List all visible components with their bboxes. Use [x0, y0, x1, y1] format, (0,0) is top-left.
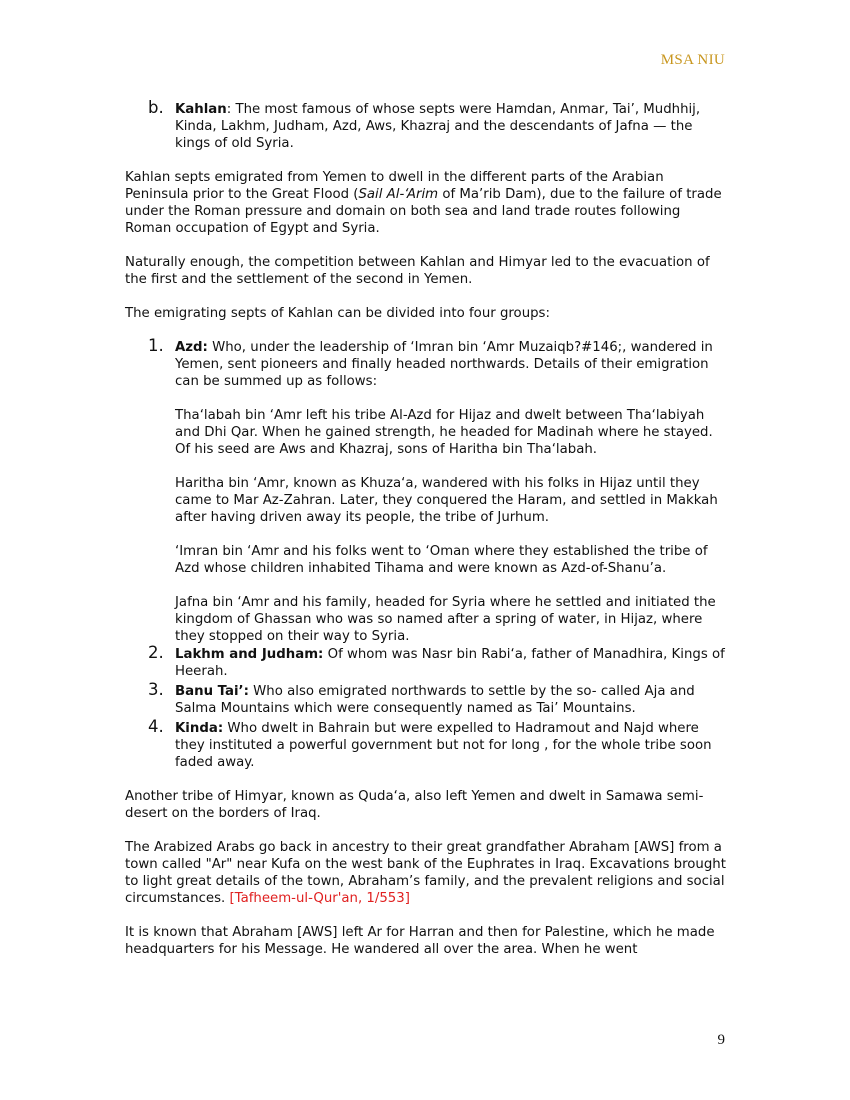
- list-number: 3.: [148, 680, 164, 699]
- detail-imran: ‘Imran bin ‘Amr and his folks went to ‘Oman where they established the tribe of Azd whose children inhabited Tihama and were known as Azd-of-Shanu’a.: [175, 544, 708, 576]
- page-number: 9: [717, 1032, 725, 1048]
- detail-haritha: Haritha bin ‘Amr, known as Khuza‘a, wandered with his folks in Hijaz until they came to Mar Az-Zahran. Later, they conquered the Haram, and settled in Makkah after having driven away its people, the tribe of Jurhum.: [175, 476, 718, 525]
- reference-link[interactable]: [Tafheem-ul-Qur'an, 1/553]: [229, 891, 410, 906]
- paragraph-qudaa: Another tribe of Himyar, known as Quda‘a, also left Yemen and dwelt in Samawa semi-desert on the borders of Iraq.: [125, 789, 704, 821]
- paragraph-arabized-arabs: The Arabized Arabs go back in ancestry to their great grandfather Abraham [AWS] from a town called "Ar" near Kufa on the west bank of the Euphrates in Iraq. Excavations brought to light great details of the town, Abraham’s family, and the prevalent religions and social circumstances. [Tafheem-ul-Qur'an, 1/553]: [125, 840, 726, 906]
- list-item-kinda: 4. Kinda: Who dwelt in Bahrain but were expelled to Hadramout and Najd where they instituted a powerful government but not for long , for the whole tribe soon faded away.: [148, 717, 712, 770]
- list-item-lakhm: 2. Lakhm and Judham: Of whom was Nasr bin Rabi‘a, father of Manadhira, Kings of Heerah.: [148, 643, 725, 679]
- term-banu-tai: Banu Tai’:: [175, 684, 249, 699]
- running-header: MSA NIU: [660, 52, 725, 68]
- item-text: : The most famous of whose septs were Hamdan, Anmar, Tai’, Mudhhij, Kinda, Lakhm, Judham, Azd, Aws, Khazraj and the descendants of Jafna — the kings of old Syria.: [175, 102, 701, 151]
- detail-thalabah: Tha‘labah bin ‘Amr left his tribe Al-Azd for Hijaz and dwelt between Tha‘labiyah and Dhi Qar. When he gained strength, he headed for Madinah where he stayed. Of his seed are Aws and Khazraj, sons of Haritha bin Tha‘labah.: [175, 408, 713, 457]
- list-number: 1.: [148, 336, 164, 355]
- term-lakhm: Lakhm and Judham:: [175, 647, 324, 662]
- paragraph-four-groups: The emigrating septs of Kahlan can be divided into four groups:: [125, 306, 550, 321]
- list-marker: b.: [148, 98, 164, 117]
- detail-jafna: Jafna bin ‘Amr and his family, headed for Syria where he settled and initiated the kingdom of Ghassan who was so named after a spring of water, in Hijaz, where they stopped on their way to Syria.: [175, 595, 716, 644]
- term-kahlan: Kahlan: [175, 102, 227, 117]
- paragraph-abraham: It is known that Abraham [AWS] left Ar for Harran and then for Palestine, which he made headquarters for his Message. He wandered all over the area. When he went: [125, 925, 715, 957]
- term-azd: Azd:: [175, 340, 208, 355]
- list-number: 2.: [148, 643, 164, 662]
- paragraph-kahlan-emigration: Kahlan septs emigrated from Yemen to dwell in the different parts of the Arabian Peninsula prior to the Great Flood (Sail Al-‘Arim of Ma’rib Dam), due to the failure of trade under the Roman pressure and domain on both sea and land trade routes following Roman occupation of Egypt and Syria.: [125, 170, 722, 236]
- italic-term: Sail Al-‘Arim: [358, 187, 439, 202]
- azd-details: [175, 407, 727, 645]
- paragraph-competition: Naturally enough, the competition between Kahlan and Himyar led to the evacuation of the first and the settlement of the second in Yemen.: [125, 255, 710, 287]
- list-item-azd: 1. Azd: Who, under the leadership of ‘Imran bin ‘Amr Muzaiqb?#146;, wandered in Yemen, sent pioneers and finally headed northwards. Details of their emigration can be summed up as follows: Tha‘labah bin ‘Amr left his tribe Al-Azd for Hijaz and dwelt between Tha‘labiyah and Dhi Qar. When he gained strength, he headed for Madinah where he stayed. Of his seed are Aws and Khazraj, sons of Haritha bin Tha‘labah. Haritha bin ‘Amr, known as Khuza‘a, wandered with his folks in Hijaz until they came to Mar Az-Zahran. Later, they conquered the Haram, and settled in Makkah after having driven away its people, the tribe of Jurhum. ‘Imran bin ‘Amr and his folks went to ‘Oman where they established the tribe of Azd whose children inhabited Tihama and were known as Azd-of-Shanu’a. Jafna bin ‘Amr and his family, headed for Syria where he settled and initiated the kingdom of Ghassan who was so named after a spring of water, in Hijaz, where they stopped on their way to Syria.: [125, 339, 727, 645]
- list-number: 4.: [148, 717, 164, 736]
- term-kinda: Kinda:: [175, 721, 224, 736]
- list-item-kahlan: [125, 98, 727, 152]
- group-list: [125, 336, 727, 771]
- list-item-banu-tai: 3. Banu Tai’: Who also emigrated northwards to settle by the so- called Aja and Salma Mountains which were consequently named as Tai’ Mountains.: [148, 680, 695, 716]
- page-body: [125, 98, 727, 975]
